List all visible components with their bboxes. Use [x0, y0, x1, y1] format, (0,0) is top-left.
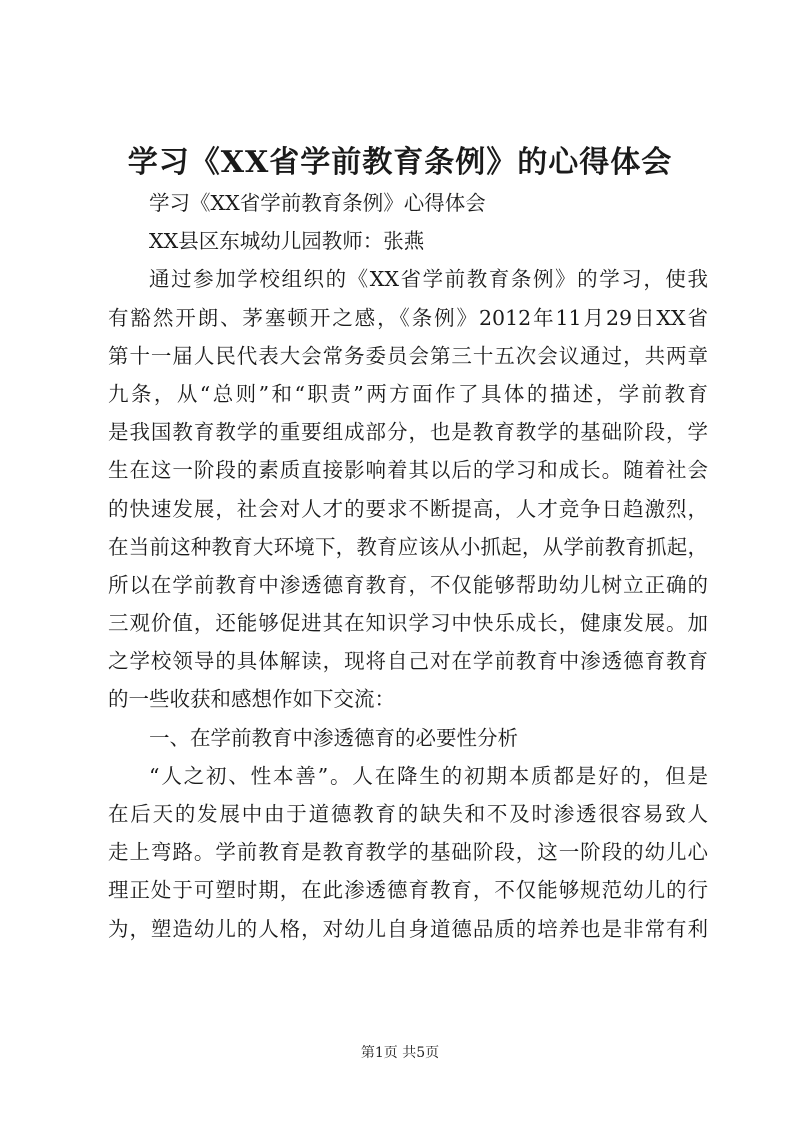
- paragraph1-line: 是我国教育教学的重要组成部分，也是教育教学的基础阶段，学: [108, 420, 708, 445]
- paragraph1-line: 的一些收获和感想作如下交流：: [108, 687, 395, 712]
- document-body: [108, 184, 708, 948]
- section1-heading: 一、在学前教育中渗透德育的必要性分析: [149, 725, 518, 750]
- paragraph1-line: 在当前这种教育大环境下，教育应该从小抓起，从学前教育抓起，: [108, 534, 708, 559]
- paragraph1-line: 之学校领导的具体解读，现将自己对在学前教育中渗透德育教育: [108, 649, 708, 674]
- author-line: XX县区东城幼儿园教师：张燕: [149, 229, 425, 254]
- paragraph1-line: 三观价值，还能够促进其在知识学习中快乐成长，健康发展。加: [108, 611, 708, 636]
- paragraph1-line: 所以在学前教育中渗透德育教育，不仅能够帮助幼儿树立正确的: [108, 572, 708, 597]
- paragraph1-line: 有豁然开朗、茅塞顿开之感，《条例》2012年11月29日XX省: [108, 305, 708, 330]
- paragraph1-line: 生在这一阶段的素质直接影响着其以后的学习和成长。随着社会: [108, 458, 708, 483]
- paragraph1-line: 通过参加学校组织的《XX省学前教育条例》的学习，使我: [149, 267, 708, 292]
- paragraph1-line: 九条，从“总则”和“职责”两方面作了具体的描述，学前教育: [108, 381, 708, 406]
- subtitle-line: 学习《XX省学前教育条例》心得体会: [149, 191, 486, 215]
- paragraph1-line: 第十一届人民代表大会常务委员会第三十五次会议通过，共两章: [108, 343, 708, 368]
- paragraph2-line: “人之初、性本善”。人在降生的初期本质都是好的，但是: [149, 763, 708, 788]
- document-title: 学习《XX省学前教育条例》的心得体会: [127, 145, 673, 180]
- paragraph2-line: 在后天的发展中由于道德教育的缺失和不及时渗透很容易致人: [108, 802, 708, 826]
- paragraph2-line: 走上弯路。学前教育是教育教学的基础阶段，这一阶段的幼儿心: [108, 840, 708, 865]
- paragraph1-line: 的快速发展，社会对人才的要求不断提高，人才竞争日趋激烈，: [108, 496, 708, 521]
- paragraph2-line: 为，塑造幼儿的人格，对幼儿自身道德品质的培养也是非常有利: [108, 916, 708, 941]
- paragraph2-line: 理正处于可塑时期，在此渗透德育教育，不仅能够规范幼儿的行: [108, 878, 708, 903]
- page-footer: 第1页 共5页: [360, 1045, 440, 1061]
